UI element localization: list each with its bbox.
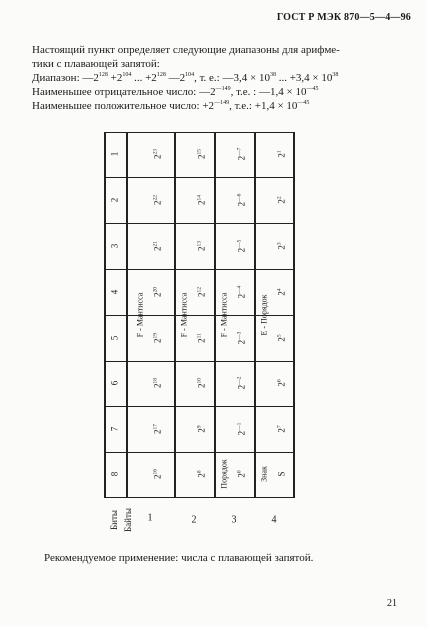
exponent-bit-cell: $2^6$ xyxy=(276,379,287,387)
mantissa-bit-cell: $2^{23}$ xyxy=(152,149,163,159)
mantissa-bit-cell: $2^{—2}$ xyxy=(236,376,247,390)
mantissa-bit-cell: $2^9$ xyxy=(196,425,207,433)
mantissa-bit-cell: $2^{—5}$ xyxy=(236,239,247,253)
sign-bit-cell: S xyxy=(276,471,287,477)
min-positive-line: Наименьшее положительное число: $+2^{—149}$, т.е.: $+1,4 \times 10^{—45}$ xyxy=(32,100,310,112)
mantissa-bit-cell: $2^0$ xyxy=(236,470,247,478)
mantissa-bit-cell: $2^{19}$ xyxy=(152,333,163,343)
mantissa-bit-cell: $2^{20}$ xyxy=(152,287,163,297)
mantissa-bit-cell: $2^{14}$ xyxy=(196,195,207,205)
bit-number: 4 xyxy=(109,289,120,295)
bits-label: Биты xyxy=(109,510,119,530)
bit-number: 8 xyxy=(109,471,120,477)
byte-number: 2 xyxy=(191,514,197,526)
bytes-label: Байты xyxy=(123,508,133,532)
exponent-bit-cell: $2^3$ xyxy=(276,242,287,250)
byte-number: 1 xyxy=(147,512,153,524)
mantissa-bit-cell: $2^{12}$ xyxy=(196,287,207,297)
document-header: ГОСТ Р МЭК 870—5—4—96 xyxy=(276,12,411,23)
bit-number: 5 xyxy=(109,335,120,341)
intro-line-2: тики с плавающей запятой: xyxy=(32,58,160,70)
mantissa-bit-cell: $2^{21}$ xyxy=(152,241,163,251)
page-number: 21 xyxy=(387,598,397,609)
exponent-bit-cell: $2^1$ xyxy=(276,150,287,158)
mantissa-label: F - Мантисса xyxy=(135,292,145,338)
mantissa-bit-cell: $2^{16}$ xyxy=(152,469,163,479)
exponent-bit-cell: $2^4$ xyxy=(276,288,287,296)
bit-number: 2 xyxy=(109,197,120,203)
bit-number: 3 xyxy=(109,243,120,249)
exponent-bit-cell: $2^7$ xyxy=(276,425,287,433)
mantissa-label: F - Мантисса xyxy=(179,292,189,338)
sign-label: Знак xyxy=(259,466,269,482)
mantissa-bit-cell: $2^{—7}$ xyxy=(236,147,247,161)
mantissa-bit-cell: $2^{—1}$ xyxy=(236,422,247,436)
exponent-label: E - Порядок xyxy=(259,294,269,336)
mantissa-label: F - Мантисса xyxy=(219,292,229,338)
mantissa-bit-cell: $2^{10}$ xyxy=(196,378,207,388)
intro-line-1: Настоящий пункт определяет следующие диапазоны для арифме- xyxy=(32,44,340,56)
bit-number: 7 xyxy=(109,426,120,432)
byte-number: 3 xyxy=(231,514,237,526)
recommendation-text: Рекомендуемое применение: числа с плавающей запятой. xyxy=(44,552,314,564)
mantissa-bit-cell: $2^8$ xyxy=(196,470,207,478)
bit-number: 1 xyxy=(109,151,120,157)
byte-number: 4 xyxy=(271,514,277,526)
exponent-sign-label: Порядок xyxy=(219,459,229,489)
mantissa-bit-cell: $2^{22}$ xyxy=(152,195,163,205)
bit-number: 6 xyxy=(109,380,120,386)
mantissa-bit-cell: $2^{13}$ xyxy=(196,241,207,251)
exponent-bit-cell: $2^2$ xyxy=(276,196,287,204)
exponent-bit-cell: $2^5$ xyxy=(276,334,287,342)
min-negative-line: Наименьшее отрицательное число: $—2^{—149}$, т.е. : —1,4 × $10^{—45}$ xyxy=(32,86,319,98)
mantissa-bit-cell: $2^{17}$ xyxy=(152,424,163,434)
mantissa-bit-cell: $2^{—6}$ xyxy=(236,193,247,207)
range-line: Диапазон: $—2^{128} +2^{104}$ ... $+2^{128}$ $—2^{104}$, т. е.: —3,4 × $10^{38}$ ... $+3,4 \times 10^{38}$ xyxy=(32,72,339,84)
mantissa-bit-cell: $2^{18}$ xyxy=(152,378,163,388)
mantissa-bit-cell: $2^{—3}$ xyxy=(236,331,247,345)
mantissa-bit-cell: $2^{11}$ xyxy=(196,333,207,343)
float-format-table xyxy=(104,132,294,498)
mantissa-bit-cell: $2^{—4}$ xyxy=(236,285,247,299)
mantissa-bit-cell: $2^{15}$ xyxy=(196,149,207,159)
